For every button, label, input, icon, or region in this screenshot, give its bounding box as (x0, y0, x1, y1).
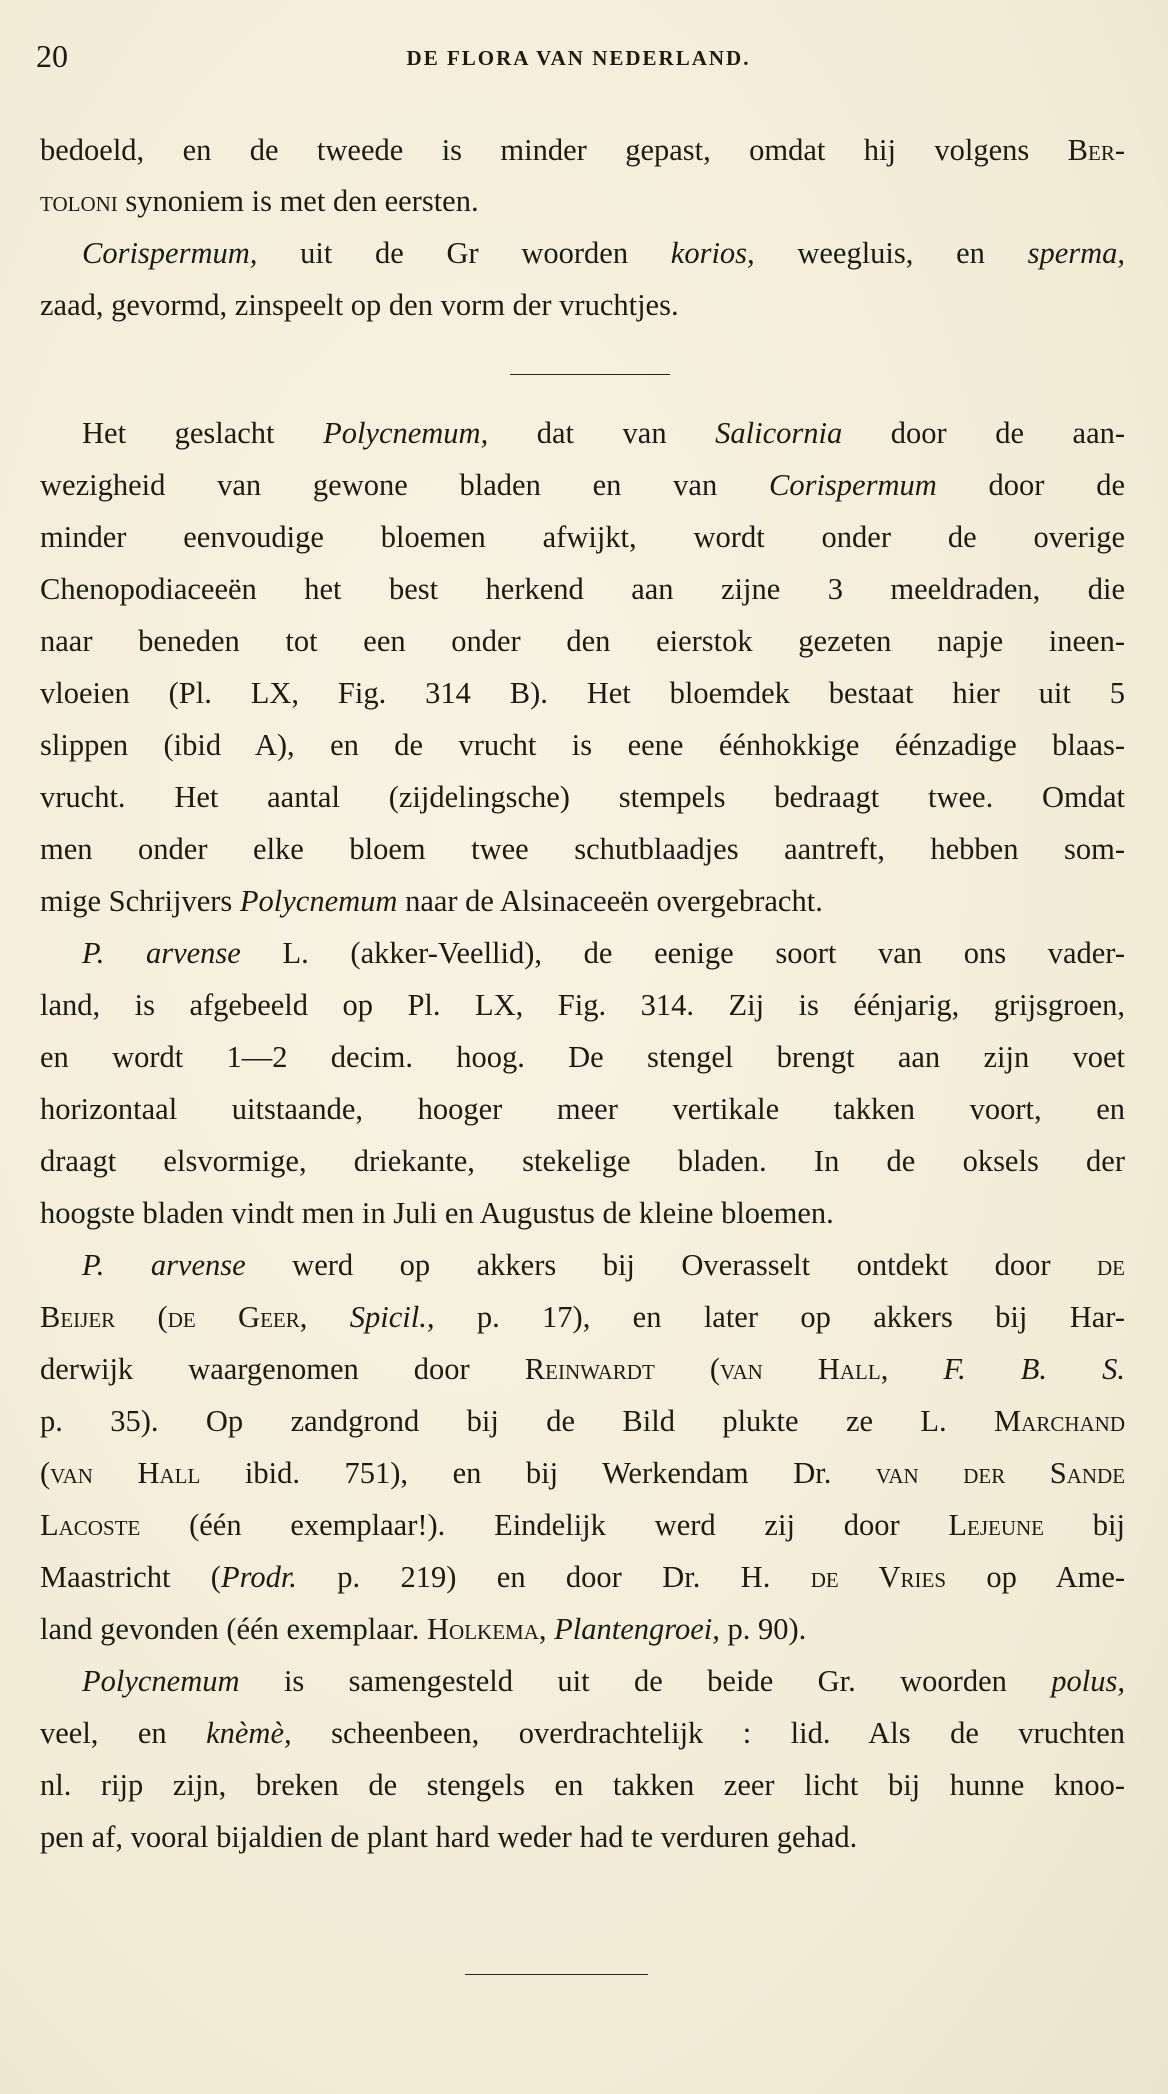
text-line-6: wezigheid van gewone bladen en van Corispermum door de (40, 468, 1126, 502)
text-line-27: Maastricht (Prodr. p. 219) en door Dr. H. de Vries op Ame- (40, 1560, 1126, 1594)
text-line-15: P. arvense L. (akker-Veellid), de eenige soort van ons vader- (82, 936, 1126, 970)
text-line-24: p. 35). Op zandgrond bij de Bild plukte ze L. Marchand (40, 1404, 1125, 1438)
text-line-9: naar beneden tot een onder den eierstok gezeten napje ineen- (40, 624, 1125, 658)
text-line-3: Corispermum, uit de Gr woorden korios, weegluis, en sperma, (82, 236, 1126, 270)
text-line-30: veel, en knèmè, scheenbeen, overdrachtelijk : lid. Als de vruchten (40, 1716, 1126, 1750)
text-line-1: bedoeld, en de tweede is minder gepast, omdat hij volgens Ber- (40, 133, 1126, 167)
text-line-11: slippen (ibid A), en de vrucht is eene éénhokkige éénzadige blaas- (40, 728, 1125, 762)
text-line-8: Chenopodiaceeën het best herkend aan zijne 3 meeldraden, die (40, 572, 1125, 606)
text-line-2: toloni synoniem is met den eersten. (40, 184, 479, 218)
running-title: DE FLORA VAN NEDERLAND. (406, 46, 751, 70)
text-line-14: mige Schrijvers Polycnemum naar de Alsinaceeën overgebracht. (40, 884, 823, 918)
text-line-7: minder eenvoudige bloemen afwijkt, wordt onder de overige (40, 520, 1125, 554)
page-number: 20 (36, 38, 68, 74)
text-line-28: land gevonden (één exemplaar. Holkema, Plantengroei, p. 90). (40, 1612, 807, 1646)
section-divider (510, 374, 670, 375)
text-line-19: draagt elsvormige, driekante, stekelige bladen. In de oksels der (40, 1144, 1125, 1178)
page-header (36, 38, 1121, 78)
end-divider (465, 1974, 648, 1975)
text-line-32: pen af, vooral bijaldien de plant hard weder had te verduren gehad. (40, 1820, 858, 1854)
text-line-10: vloeien (Pl. LX, Fig. 314 B). Het bloemdek bestaat hier uit 5 (40, 676, 1125, 710)
text-line-4: zaad, gevormd, zinspeelt op den vorm der vruchtjes. (40, 288, 679, 322)
text-line-13: men onder elke bloem twee schutblaadjes aantreft, hebben som- (40, 832, 1125, 866)
text-line-17: en wordt 1—2 decim. hoog. De stengel brengt aan zijn voet (40, 1040, 1125, 1074)
text-line-16: land, is afgebeeld op Pl. LX, Fig. 314. Zij is éénjarig, grijsgroen, (40, 988, 1125, 1022)
text-line-21: P. arvense werd op akkers bij Overasselt ontdekt door de (82, 1248, 1126, 1282)
text-line-29: Polycnemum is samengesteld uit de beide Gr. woorden polus, (82, 1664, 1125, 1698)
text-line-20: hoogste bladen vindt men in Juli en Augustus de kleine bloemen. (40, 1196, 834, 1230)
text-line-31: nl. rijp zijn, breken de stengels en takken zeer licht bij hunne knoo- (40, 1768, 1125, 1802)
text-line-22: Beijer (de Geer, Spicil., p. 17), en later op akkers bij Har- (40, 1300, 1125, 1334)
text-line-18: horizontaal uitstaande, hooger meer vertikale takken voort, en (40, 1092, 1125, 1126)
text-line-12: vrucht. Het aantal (zijdelingsche) stempels bedraagt twee. Omdat (40, 780, 1125, 814)
text-line-5: Het geslacht Polycnemum, dat van Salicornia door de aan- (82, 416, 1126, 450)
text-line-25: (van Hall ibid. 751), en bij Werkendam Dr. van der Sande (40, 1456, 1126, 1490)
text-line-26: Lacoste (één exemplaar!). Eindelijk werd zij door Lejeune bij (40, 1508, 1125, 1542)
text-line-23: derwijk waargenomen door Reinwardt (van Hall, F. B. S. (40, 1352, 1125, 1386)
